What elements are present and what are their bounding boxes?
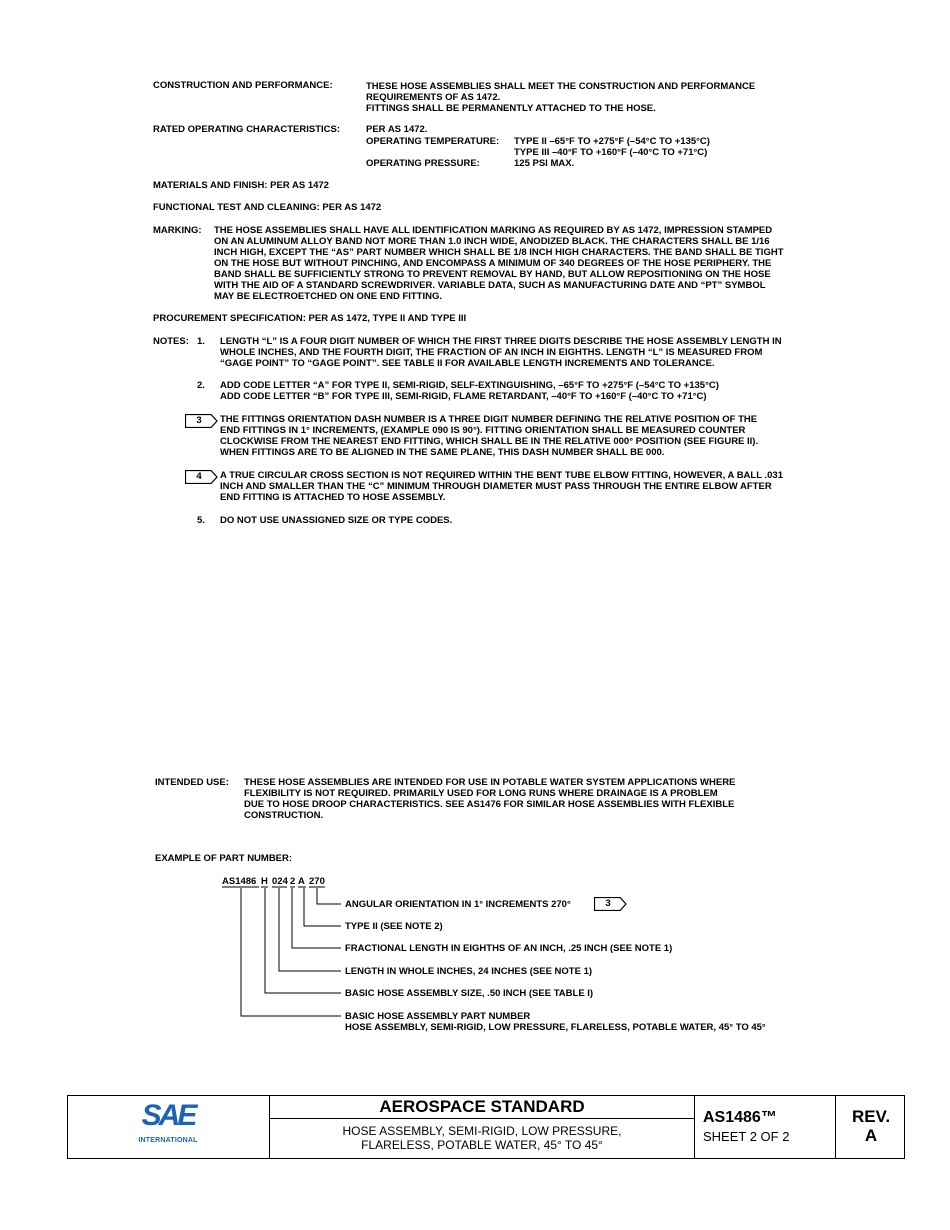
example-label: EXAMPLE OF PART NUMBER: bbox=[155, 853, 293, 864]
note5-number: 5. bbox=[197, 515, 205, 526]
callout-basic: BASIC HOSE ASSEMBLY PART NUMBER bbox=[345, 1011, 531, 1022]
construction-label: CONSTRUCTION AND PERFORMANCE: bbox=[153, 80, 333, 91]
procurement-line: PROCUREMENT SPECIFICATION: PER AS 1472, TYPE II AND TYPE III bbox=[153, 313, 467, 324]
sae-logo-subtitle: INTERNATIONAL bbox=[138, 1137, 198, 1144]
functional-line: FUNCTIONAL TEST AND CLEANING: PER AS 1472 bbox=[153, 202, 382, 213]
note1-number: 1. bbox=[197, 336, 205, 347]
notes-label: NOTES: bbox=[153, 336, 189, 347]
revision: REV. A bbox=[851, 1107, 891, 1145]
pn-type: A bbox=[298, 876, 305, 887]
sae-logo: SAE bbox=[141, 1099, 195, 1132]
intended-text: THESE HOSE ASSEMBLIES ARE INTENDED FOR USE IN POTABLE WATER SYSTEM APPLICATIONS WHERE FLEXIBILITY IS NOT REQUIRED. PRIMARILY USED FOR LONG RUNS WHERE DRAINAGE IS A PROBLEM DUE TO HOSE DROOP CHARACTERISTICS. SEE AS1476 FOR SIMILAR HOSE ASSEMBLIES WITH FLEXIBLE CONSTRUCTION. bbox=[244, 777, 736, 821]
materials-line: MATERIALS AND FINISH: PER AS 1472 bbox=[153, 180, 329, 191]
callout-fraction: FRACTIONAL LENGTH IN EIGHTHS OF AN INCH, .25 INCH (SEE NOTE 1) bbox=[345, 943, 673, 954]
note5-text: DO NOT USE UNASSIGNED SIZE OR TYPE CODES. bbox=[220, 515, 453, 526]
callout-size: BASIC HOSE ASSEMBLY SIZE, .50 INCH (SEE TABLE I) bbox=[345, 988, 594, 999]
pn-orientation: 270 bbox=[309, 876, 325, 887]
callout-type: TYPE II (SEE NOTE 2) bbox=[345, 921, 443, 932]
pn-basic: AS1486 bbox=[222, 876, 257, 887]
aerospace-standard-heading: AEROSPACE STANDARD bbox=[270, 1096, 694, 1119]
pressure-value: 125 PSI MAX. bbox=[514, 158, 575, 169]
temp-label: OPERATING TEMPERATURE: bbox=[366, 136, 500, 147]
note3-flag: 3 bbox=[185, 414, 219, 428]
rated-label: RATED OPERATING CHARACTERISTICS: bbox=[153, 124, 341, 135]
description-cell bbox=[270, 1096, 695, 1158]
document-title: HOSE ASSEMBLY, SEMI-RIGID, LOW PRESSURE, FLARELESS, POTABLE WATER, 45° TO 45° bbox=[342, 1124, 622, 1152]
sheet-number: SHEET 2 OF 2 bbox=[703, 1129, 790, 1144]
note2-number: 2. bbox=[197, 380, 205, 391]
note1-text: LENGTH “L” IS A FOUR DIGIT NUMBER OF WHICH THE FIRST THREE DIGITS DESCRIBE THE HOSE ASSEMBLY LENGTH IN WHOLE INCHES, AND THE FOURTH DIGIT, THE FRACTION OF AN INCH IN EIGHTHS. LENGTH “L” IS MEASURED FROM “GAGE POINT” TO “GAGE POINT”. SEE TABLE II FOR AVAILABLE LENGTH INCREMENTS AND TOLERANCE. bbox=[220, 336, 782, 369]
marking-text: THE HOSE ASSEMBLIES SHALL HAVE ALL IDENTIFICATION MARKING AS REQUIRED BY AS 1472, IMPRESSION STAMPED ON AN ALUMINUM ALLOY BAND NOT MORE THAN 1.0 INCH WIDE, ANODIZED BLACK. THE CHARACTERS SHALL BE 1/16 INCH HIGH, EXCEPT THE “AS” PART NUMBER WHICH SHALL BE 1/8 INCH HIGH CHARACTERS. THE BAND SHALL BE TIGHT ON THE HOSE BUT WITHOUT PINCHING, AND ENCOMPASS A MINIMUM OF 340 DEGREES OF THE HOSE PERIPHERY. THE BAND SHALL BE SUFFICIENTLY STRONG TO PREVENT REMOVAL BY HAND, BUT ALLOW REPOSITIONING ON THE HOSE WITH THE AID OF A STANDARD SCREWDRIVER. VARIABLE DATA, SUCH AS MANUFACTURING DATE AND “PT” SYMBOL MAY BE ELECTROETCHED ON ONE END FITTING. bbox=[214, 225, 784, 302]
intended-label: INTENDED USE: bbox=[155, 777, 229, 788]
temp-type2: TYPE II –65°F TO +275°F (–54°C TO +135°C) bbox=[514, 136, 710, 147]
pressure-label: OPERATING PRESSURE: bbox=[366, 158, 480, 169]
number-cell bbox=[695, 1096, 836, 1158]
pn-length: 024 bbox=[272, 876, 288, 887]
callout-flag: 3 bbox=[594, 897, 628, 911]
logo-cell bbox=[68, 1096, 270, 1158]
marking-label: MARKING: bbox=[153, 225, 202, 236]
note3-text: THE FITTINGS ORIENTATION DASH NUMBER IS A THREE DIGIT NUMBER DEFINING THE RELATIVE POSITION OF THE END FITTINGS IN 1° INCREMENTS, (EXAMPLE 090 IS 90°). FITTING ORIENTATION SHALL BE MEASURED COUNTER CLOCKWISE FROM THE NEAREST END FITTING, WHICH SHALL BE IN THE RELATIVE 000° POSITION (SEE FIGURE II). WHEN FITTINGS ARE TO BE ALIGNED IN THE SAME PLANE, THIS DASH NUMBER SHALL BE 000. bbox=[220, 414, 759, 458]
callout-description: HOSE ASSEMBLY, SEMI-RIGID, LOW PRESSURE, FLARELESS, POTABLE WATER, 45° TO 45° bbox=[345, 1022, 766, 1033]
pn-fraction: 2 bbox=[290, 876, 296, 887]
callout-orientation: ANGULAR ORIENTATION IN 1° INCREMENTS 270° bbox=[345, 899, 571, 910]
rated-per: PER AS 1472. bbox=[366, 124, 428, 135]
temp-type3: TYPE III –40°F TO +160°F (–40°C TO +71°C) bbox=[514, 147, 708, 158]
note4-flag: 4 bbox=[185, 470, 219, 484]
revision-cell bbox=[836, 1096, 906, 1158]
title-block bbox=[67, 1095, 905, 1159]
note4-text: A TRUE CIRCULAR CROSS SECTION IS NOT REQUIRED WITHIN THE BENT TUBE ELBOW FITTING, HOWEVER, A BALL .031 INCH AND SMALLER THAN THE “C” MINIMUM THROUGH DIAMETER MUST PASS THROUGH THE ENTIRE ELBOW AFTER END FITTING IS ATTACHED TO HOSE ASSEMBLY. bbox=[220, 470, 783, 503]
pn-size: H bbox=[261, 876, 268, 887]
document-number: AS1486™ bbox=[703, 1109, 777, 1126]
callout-length: LENGTH IN WHOLE INCHES, 24 INCHES (SEE NOTE 1) bbox=[345, 966, 593, 977]
note2-text: ADD CODE LETTER “A” FOR TYPE II, SEMI-RIGID, SELF-EXTINGUISHING, –65°F TO +275°F (–54°C TO +135°C) ADD CODE LETTER “B” FOR TYPE III, SEMI-RIGID, FLAME RETARDANT, –40°F TO +160°F (–40°C TO +71°C) bbox=[220, 380, 719, 402]
construction-text: THESE HOSE ASSEMBLIES SHALL MEET THE CONSTRUCTION AND PERFORMANCE REQUIREMENTS OF AS 1472. FITTINGS SHALL BE PERMANENTLY ATTACHED TO THE HOSE. bbox=[366, 81, 756, 114]
